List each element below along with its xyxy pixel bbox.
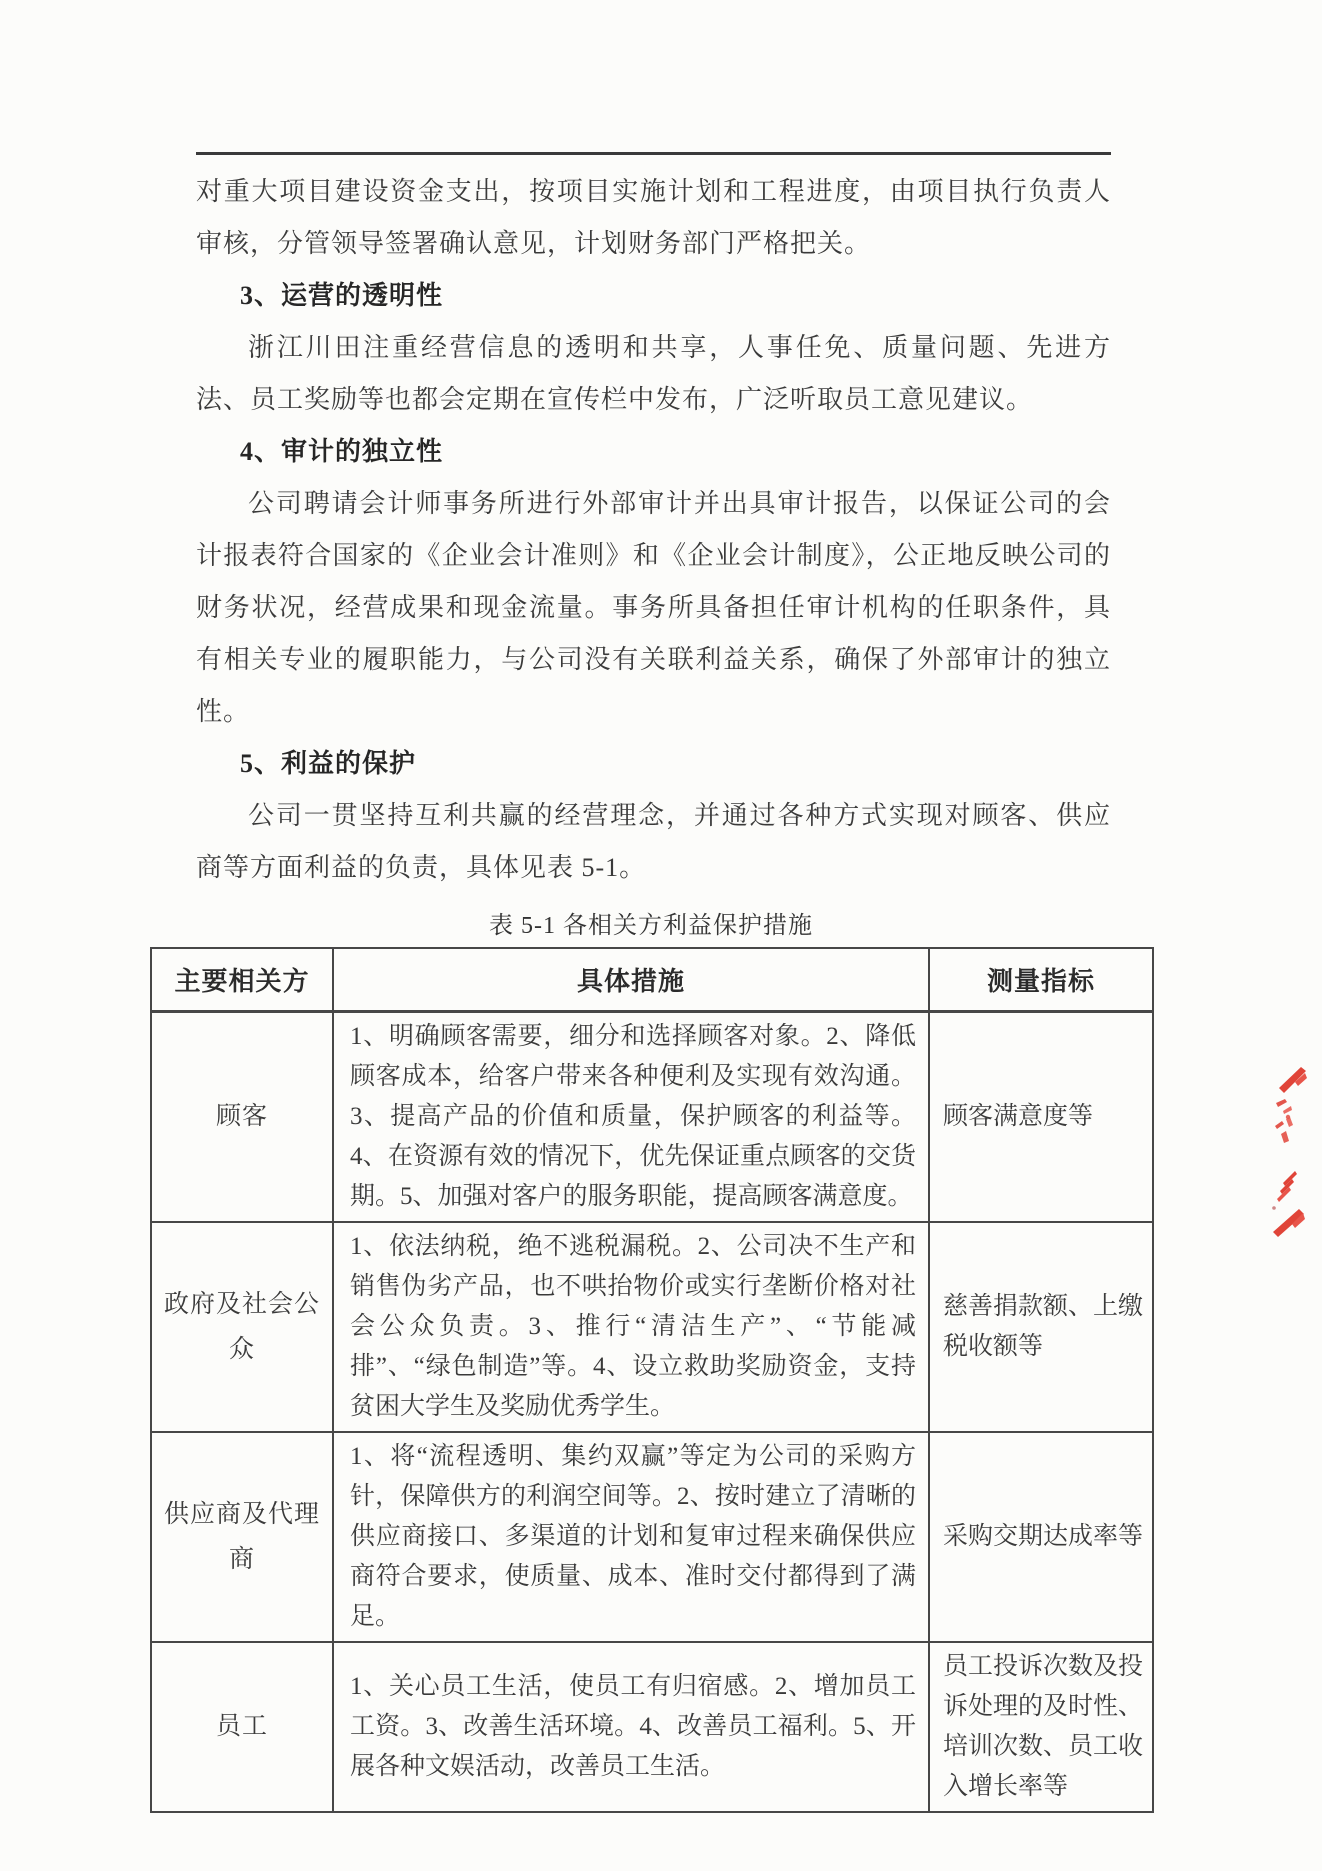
column-header-indicator: 测量指标 — [929, 948, 1153, 1011]
stamp-fragment — [1262, 1055, 1322, 1255]
measures-cell: 1、依法纳税，绝不逃税漏税。2、公司决不生产和销售伪劣产品，也不哄抬物价或实行垄断价格对社会公众负责。3、推行“清洁生产”、“节能减排”、“绿色制造”等。4、设立救助奖励资金，支持贫困大学生及奖励优秀学生。 — [333, 1222, 929, 1432]
column-header-party: 主要相关方 — [151, 948, 333, 1011]
indicator-cell: 采购交期达成率等 — [929, 1432, 1153, 1642]
table-row-government-public — [151, 1222, 1153, 1432]
heading-audit-independence: 4、审计的独立性 — [240, 437, 444, 466]
header-row — [151, 948, 1153, 1011]
table-row-customer — [151, 1011, 1153, 1222]
table-row-supplier-agent — [151, 1432, 1153, 1642]
paragraph-interest: 公司一贯坚持互利共赢的经营理念，并通过各种方式实现对顾客、供应商等方面利益的负责，具体见表 5-1。 — [196, 801, 1111, 882]
party-cell: 供应商及代理商 — [151, 1432, 333, 1642]
measures-cell: 1、关心员工生活，使员工有归宿感。2、增加员工工资。3、改善生活环境。4、改善员工福利。5、开展各种文娱活动，改善员工生活。 — [333, 1642, 929, 1812]
table-row-employee — [151, 1642, 1153, 1812]
table-container — [150, 947, 1152, 1813]
indicator-cell: 顾客满意度等 — [929, 1011, 1153, 1222]
measures-cell: 1、明确顾客需要，细分和选择顾客对象。2、降低顾客成本，给客户带来各种便利及实现有效沟通。3、提高产品的价值和质量，保护顾客的利益等。4、在资源有效的情况下，优先保证重点顾客的交货期。5、加强对客户的服务职能，提高顾客满意度。 — [333, 1011, 929, 1222]
body-text — [196, 166, 1111, 894]
measures-cell: 1、将“流程透明、集约双赢”等定为公司的采购方针，保障供方的利润空间等。2、按时建立了清晰的供应商接口、多渠道的计划和复审过程来确保供应商符合要求，使质量、成本、准时交付都得到了满足。 — [333, 1432, 929, 1642]
paragraph-transparency: 浙江川田注重经营信息的透明和共享，人事任免、质量问题、先进方法、员工奖励等也都会定期在宣传栏中发布，广泛听取员工意见建议。 — [196, 333, 1111, 414]
indicator-cell: 慈善捐款额、上缴税收额等 — [929, 1222, 1153, 1432]
paragraph-audit: 公司聘请会计师事务所进行外部审计并出具审计报告，以保证公司的会计报表符合国家的《企业会计准则》和《企业会计制度》，公正地反映公司的财务状况，经营成果和现金流量。事务所具备担任审计机构的任职条件，具有相关专业的履职能力，与公司没有关联利益关系，确保了外部审计的独立性。 — [196, 489, 1111, 726]
indicator-cell: 员工投诉次数及投诉处理的及时性、培训次数、员工收入增长率等 — [929, 1642, 1153, 1812]
paragraph-intro: 对重大项目建设资金支出，按项目实施计划和工程进度，由项目执行负责人审核，分管领导签署确认意见，计划财务部门严格把关。 — [196, 177, 1111, 258]
party-cell: 员工 — [151, 1642, 333, 1812]
heading-operational-transparency: 3、运营的透明性 — [240, 281, 444, 310]
party-cell: 政府及社会公众 — [151, 1222, 333, 1432]
party-cell: 顾客 — [151, 1011, 333, 1222]
column-header-measures: 具体措施 — [333, 948, 929, 1011]
heading-interest-protection: 5、利益的保护 — [240, 749, 417, 778]
benefits-table — [150, 947, 1154, 1813]
top-rule — [196, 152, 1111, 155]
table-caption: 表 5-1 各相关方利益保护措施 — [489, 913, 813, 939]
